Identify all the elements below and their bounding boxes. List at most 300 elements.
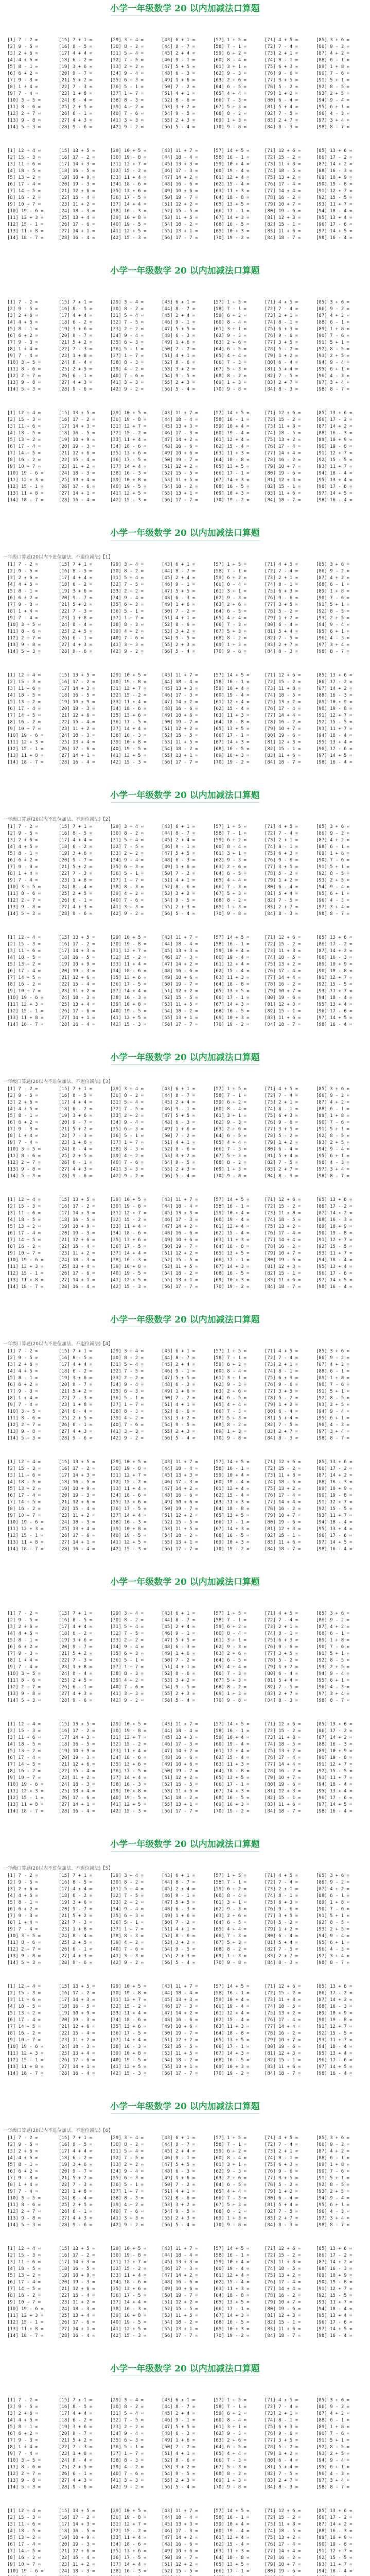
math-problem: [79] 1 + 2 = [265,1927,298,1932]
math-problem: [35] 6 + 3 = [110,2176,144,2181]
math-problem: [55] 2 + 3 = [162,2478,196,2483]
math-problem: [72] 7 - 4 = [265,307,298,312]
math-problem: [30] 19 - 8 = [110,2515,147,2520]
math-problem: [93] 2 + 5 = [316,1140,350,1145]
math-problem: [63] 2 + 6 = [213,865,247,870]
math-problem: [50] 7 - 2 = [162,1658,196,1663]
math-problem: [79] 1 + 2 = [265,353,298,359]
math-problem: [95] 13 + 4 = [316,740,353,745]
math-problem: [82] 7 - 5 = [265,2471,298,2477]
math-problem: [40] 7 - 6 = [110,1422,144,1428]
math-problem: [96] 4 - 3 = [316,898,350,903]
math-problem: [83] 11 + 6 = [265,1540,301,1545]
math-problem: [41] 3 + 3 = [110,2478,144,2483]
math-problem: [79] 10 + 7 = [265,1775,301,1781]
math-problem: [24] 18 - 3 = [59,995,95,1001]
math-problem: [44] 18 - 4 = [162,2253,198,2258]
math-problem: [38] 16 - 3 = [110,1258,147,1263]
math-problem: [29] 3 + 4 = [110,2398,144,2403]
math-problem: [93] 11 + 7 = [316,2562,353,2567]
math-problem: [88] 16 - 3 = [316,2004,353,2009]
math-problem: [59] 10 + 4 = [213,948,250,954]
math-problem: [61] 12 + 4 = [213,2273,250,2278]
math-problem: [55] 2 + 3 = [162,1429,196,1434]
math-problem: [31] 12 + 7 = [110,948,147,954]
math-problem: [19] 10 + 9 = [59,1486,95,1492]
math-problem: [97] 3 + 4 = [316,2216,350,2221]
math-problem: [44] 18 - 4 = [162,1991,198,1996]
math-problem: [58] 16 - 1 = [213,1728,250,1734]
math-problem: [19] 3 + 6 = [59,1900,93,1905]
math-problem: [24] 8 - 4 = [59,360,93,365]
math-problem: [78] 16 - 2 = [265,2031,301,2036]
math-problem: [76] 17 - 4 = [265,706,301,711]
math-problem: [78] 5 - 2 = [265,84,298,90]
math-problem: [93] 11 + 7 = [316,989,353,994]
math-problem: [8] 16 - 2 = [7,2031,41,2036]
math-problem: [24] 8 - 4 = [59,2196,93,2201]
math-problem: [42] 15 - 3 = [110,760,147,765]
math-problem: [91] 12 + 7 = [316,975,353,980]
math-problem: [55] 13 + 1 = [162,1540,198,1545]
math-problem: [71] 12 + 6 = [265,1460,301,1465]
math-problem: [71] 12 + 6 = [265,1984,301,1989]
math-problem: [92] 15 - 5 = [316,2031,353,2036]
math-problem: [21] 5 + 2 = [59,1389,93,1394]
math-problem: [66] 7 - 3 = [213,1409,247,1414]
math-problem: [4] 4 + 5 = [7,582,38,587]
math-problem: [63] 2 + 6 = [213,78,247,83]
math-problem: [32] 15 - 2 = [110,1742,147,1747]
math-problem: [2] 15 - 3 = [7,2253,41,2258]
math-problem: [50] 19 - 7 = [162,2555,198,2561]
math-problem: [91] 12 + 7 = [316,1238,353,1243]
math-problem: [4] 4 + 5 = [7,1107,38,1112]
problem-block [7,672,367,766]
math-problem: [6] 17 - 4 = [7,182,41,187]
math-problem: [46] 17 - 3 = [162,2004,198,2009]
math-problem: [35] 13 + 6 = [110,1238,147,1243]
math-problem: [32] 7 - 5 = [110,1107,144,1112]
math-problem: [39] 4 + 2 = [110,629,144,634]
math-problem: [30] 19 - 8 = [110,942,147,947]
math-problem: [52] 15 - 5 = [162,209,198,214]
math-problem: [47] 14 + 2 = [162,962,198,967]
math-problem: [39] 4 + 2 = [110,891,144,896]
math-problem: [77] 3 + 5 = [265,1651,298,1656]
math-problem: [58] 16 - 1 = [213,942,250,947]
math-problem: [35] 6 + 3 = [110,1127,144,1132]
math-problem: [68] 16 - 5 = [213,2320,250,2325]
math-problem: [47] 5 + 5 = [162,2162,196,2167]
math-problem: [8] 1 + 4 = [7,1920,38,1925]
math-problem: [31] 12 + 7 = [110,2522,147,2527]
math-problem: [21] 5 + 2 = [59,1651,93,1656]
math-problem: [35] 13 + 6 = [110,2549,147,2554]
math-problem: [8] 16 - 2 = [7,2555,41,2561]
math-problem: [16] 17 - 2 = [59,1466,95,1471]
math-problem: [57] 14 + 5 = [213,148,250,154]
math-problem: [42] 15 - 3 = [110,2071,147,2076]
math-problem: [63] 2 + 6 = [213,1651,247,1656]
math-problem: [3] 11 + 6 = [7,2522,41,2527]
math-problem: [38] 8 - 3 = [110,2458,144,2463]
math-problem: [80] 6 - 4 = [265,1409,298,1414]
math-problem: [14] 5 + 3 = [7,2223,41,2228]
math-problem: [27] 4 + 3 = [59,380,93,385]
math-problem: [83] 11 + 6 = [265,1802,301,1807]
math-problem: [89] 10 + 9 = [316,437,353,443]
math-problem: [29] 3 + 4 = [110,38,144,43]
math-problem: [81] 5 + 4 = [265,367,298,372]
math-problem: [83] 11 + 6 = [265,753,301,758]
math-problem: [11] 12 + 3 = [7,1002,44,1007]
math-problem: [37] 14 + 4 = [110,726,147,732]
math-problem: [7] 14 + 5 = [7,713,41,718]
math-problem: [6] 6 + 2 = [7,1120,38,1125]
math-problem: [30] 8 - 2 = [110,307,144,312]
math-problem: [72] 7 - 4 = [265,44,298,49]
math-problem: [37] 1 + 7 = [110,2451,144,2456]
math-problem: [55] 13 + 1 = [162,753,198,758]
math-problem: [58] 16 - 1 = [213,1466,250,1471]
math-problem: [39] 10 + 8 = [110,1789,147,1794]
math-problem: [91] 5 + 1 = [316,1127,350,1132]
math-problem: [28] 9 - 6 = [59,1174,93,1179]
math-problem: [95] 13 + 4 = [316,1002,353,1007]
math-problem: [51] 4 + 1 = [162,1665,196,1670]
math-problem: [31] 5 + 4 = [110,2411,144,2416]
math-problem: [71] 12 + 6 = [265,2246,301,2251]
math-problem: [15] 13 + 5 = [59,2246,95,2251]
math-problem: [15] 7 + 1 = [59,38,93,43]
math-problem: [97] 14 + 5 = [316,2064,353,2070]
math-problem: [51] 12 + 2 = [162,726,198,732]
math-problem: [29] 3 + 4 = [110,1611,144,1616]
math-problem: [32] 15 - 2 = [110,955,147,960]
math-problem: [62] 9 - 3 = [213,2169,247,2174]
math-problem: [59] 6 + 2 = [213,1624,247,1630]
math-problem: [88] 6 - 1 = [316,844,350,850]
math-problem: [29] 10 + 5 = [110,673,147,678]
math-problem: [23] 11 + 2 = [59,726,95,732]
math-problem: [97] 14 + 5 = [316,2327,353,2332]
math-problem: [81] 12 + 3 = [265,1002,301,1007]
math-problem: [90] 7 - 6 = [316,596,350,601]
math-problem: [1] 12 + 4 = [7,411,41,416]
math-problem: [12] 15 - 1 = [7,2058,44,2063]
math-problem: [33] 2 + 2 = [110,1113,144,1118]
math-problem: [33] 11 + 4 = [110,175,147,180]
math-problem: [32] 7 - 5 = [110,320,144,325]
math-problem: [94] 18 - 4 = [316,995,353,1001]
math-problem: [18] 16 - 5 = [59,168,95,174]
math-problem: [87] 14 + 2 = [316,1997,353,2003]
math-problem: [27] 14 + 1 = [59,1540,95,1545]
math-problem: [87] 4 + 2 = [316,1362,350,1367]
math-problem: [22] 7 - 3 = [59,84,93,90]
math-problem: [84] 8 - 3 = [265,1698,298,1703]
math-problem: [75] 13 + 2 = [265,1224,301,1229]
math-problem: [19] 3 + 6 = [59,1638,93,1643]
math-problem: [89] 10 + 9 = [316,2273,353,2278]
math-problem: [27] 14 + 1 = [59,1802,95,1807]
math-problem: [76] 9 - 6 = [265,333,298,338]
math-problem: [51] 12 + 2 = [162,2038,198,2043]
math-problem: [52] 8 - 6 = [162,885,196,890]
math-problem: [53] 11 + 5 = [162,2313,198,2318]
math-problem: [71] 12 + 6 = [265,673,301,678]
math-problem: [81] 12 + 3 = [265,1264,301,1269]
math-problem: [72] 7 - 4 = [265,1093,298,1098]
math-problem: [24] 8 - 4 = [59,1409,93,1414]
math-problem: [95] 6 + 1 = [316,105,350,110]
math-problem: [11] 12 + 3 = [7,1789,44,1794]
math-problem: [70] 19 - 2 = [213,760,250,765]
math-problem: [12] 2 + 7 = [7,636,41,641]
math-problem: [25] 2 + 5 = [59,1940,93,1945]
math-problem: [18] 6 - 2 = [59,320,93,325]
math-problem: [17] 4 + 4 = [59,313,93,318]
math-problem: [39] 10 + 8 = [110,2313,147,2318]
math-problem: [6] 17 - 4 = [7,1231,41,1236]
math-problem: [44] 18 - 4 = [162,417,198,422]
math-problem: [15] 13 + 5 = [59,2509,95,2514]
math-problem: [90] 19 - 8 = [316,706,353,711]
math-problem: [94] 18 - 4 = [316,1258,353,1263]
math-problem: [84] 8 - 3 = [265,1436,298,1441]
math-problem: [94] 9 - 4 = [316,1147,350,1152]
math-problem: [46] 9 - 1 = [162,2418,196,2423]
math-problem: [74] 8 - 1 = [265,2418,298,2423]
math-problem: [32] 15 - 2 = [110,1217,147,1223]
math-problem: [94] 9 - 4 = [316,622,350,628]
math-problem: [96] 17 - 6 = [316,222,353,227]
math-problem: [50] 19 - 7 = [162,720,198,725]
math-problem: [87] 14 + 2 = [316,1735,353,1740]
math-problem: [71] 12 + 6 = [265,1722,301,1727]
math-problem: [16] 8 - 5 = [59,1618,93,1623]
math-problem: [35] 13 + 6 = [110,1500,147,1505]
math-problem: [86] 17 - 2 = [316,2515,353,2520]
math-problem: [4] 18 - 5 = [7,1742,41,1747]
math-problem: [58] 16 - 1 = [213,2515,250,2520]
math-problem: [3] 2 + 6 = [7,1100,38,1105]
math-problem: [47] 5 + 5 = [162,1113,196,1118]
math-problem: [57] 1 + 5 = [213,1873,247,1878]
math-problem: [38] 8 - 3 = [110,622,144,628]
math-problem: [79] 10 + 7 = [265,1251,301,1256]
math-problem: [60] 8 - 4 = [213,582,247,587]
math-problem: [51] 12 + 2 = [162,1513,198,1518]
math-problem: [56] 5 - 4 = [162,1436,196,1441]
math-problem: [32] 7 - 5 = [110,844,144,850]
sheet-title [0,1838,370,1851]
math-problem: [49] 1 + 6 = [162,1913,196,1919]
math-problem: [36] 5 - 1 = [110,1658,144,1663]
math-problem: [87] 4 + 2 = [316,1887,350,1892]
math-problem: [10] 19 - 6 = [7,1520,44,1525]
math-problem: [57] 1 + 5 = [213,300,247,305]
math-problem: [17] 14 + 3 = [59,1211,95,1216]
math-problem: [59] 6 + 2 = [213,2411,247,2416]
math-problem: [66] 7 - 3 = [213,1934,247,1939]
math-problem: [5] 8 - 1 = [7,1113,38,1118]
math-problem: [72] 15 - 2 = [265,680,301,685]
math-problem: [10] 3 + 5 = [7,98,41,103]
math-problem: [80] 19 - 6 = [265,1258,301,1263]
math-problem: [23] 11 + 2 = [59,1513,95,1518]
math-problem: [41] 3 + 3 = [110,1954,144,1959]
math-problem: [26] 17 - 6 = [59,222,95,227]
math-problem: [6] 6 + 2 = [7,858,38,863]
math-problem: [68] 16 - 5 = [213,1533,250,1538]
math-problem: [24] 8 - 4 = [59,98,93,103]
math-problem: [4] 4 + 5 = [7,1893,38,1899]
math-problem: [26] 6 - 1 = [59,1685,93,1690]
math-problem: [74] 18 - 5 = [265,431,301,436]
math-problem: [59] 10 + 4 = [213,1997,250,2003]
math-problem: [8] 16 - 2 = [7,457,41,463]
math-problem: [30] 8 - 2 = [110,1618,144,1623]
math-problem: [63] 11 + 3 = [213,975,250,980]
math-problem: [9] 7 - 4 = [7,1665,38,1670]
math-problem: [27] 14 + 1 = [59,491,95,496]
math-problem: [61] 3 + 1 = [213,589,247,594]
math-problem: [27] 4 + 3 = [59,642,93,648]
math-problem: [78] 5 - 2 = [265,1133,298,1139]
math-problem: [54] 18 - 2 = [162,1533,198,1538]
math-problem: [49] 1 + 6 = [162,340,196,345]
math-problem: [20] 9 - 7 = [59,2169,93,2174]
math-problem: [66] 17 - 1 = [213,1520,250,1525]
math-problem: [70] 19 - 2 = [213,2071,250,2076]
math-problem: [91] 5 + 1 = [316,865,350,870]
math-problem: [43] 11 + 7 = [162,1460,198,1465]
math-problem: [77] 3 + 5 = [265,602,298,607]
math-problem: [97] 3 + 4 = [316,905,350,910]
math-problem: [64] 18 - 8 = [213,1769,250,1774]
math-problem: [56] 17 - 7 = [162,498,198,503]
math-problem: [75] 13 + 2 = [265,1486,301,1492]
math-problem: [19] 3 + 6 = [59,589,93,594]
math-problem: [89] 10 + 9 = [316,175,353,180]
math-problem: [9] 10 + 7 = [7,1513,41,1518]
math-problem: [65] 4 + 4 = [213,2451,247,2456]
math-problem: [92] 15 - 5 = [316,1506,353,1512]
math-problem: [38] 16 - 3 = [110,209,147,214]
math-problem: [58] 7 - 1 = [213,2142,247,2147]
math-problem: [77] 14 + 4 = [265,189,301,194]
math-problem: [13] 9 - 8 = [7,1954,41,1959]
math-problem: [26] 6 - 1 = [59,1422,93,1428]
math-problem: [59] 6 + 2 = [213,313,247,318]
math-problem: [82] 7 - 5 = [265,1422,298,1428]
math-problem: [34] 18 - 6 = [110,444,147,449]
math-problem: [55] 2 + 3 = [162,1691,196,1697]
math-problem: [11] 8 - 6 = [7,367,41,372]
math-problem: [63] 2 + 6 = [213,1127,247,1132]
math-problem: [84] 18 - 7 = [265,2071,301,2076]
math-problem: [13] 9 - 8 = [7,380,41,385]
math-problem: [1] 7 - 2 = [7,2136,38,2141]
math-problem: [85] 13 + 6 = [316,935,353,940]
math-problem: [47] 14 + 2 = [162,175,198,180]
math-problem: [55] 13 + 1 = [162,1015,198,1021]
math-problem: [72] 15 - 2 = [265,942,301,947]
math-problem: [48] 16 - 6 = [162,969,198,974]
math-problem: [49] 1 + 6 = [162,1389,196,1394]
math-problem: [17] 4 + 4 = [59,1100,93,1105]
math-problem: [23] 11 + 2 = [59,2300,95,2305]
math-problem: [32] 7 - 5 = [110,1369,144,1374]
math-problem: [39] 10 + 8 = [110,2051,147,2056]
math-problem: [50] 7 - 2 = [162,871,196,876]
math-problem: [54] 9 - 5 = [162,636,196,641]
math-problem: [77] 3 + 5 = [265,1913,298,1919]
math-problem: [87] 14 + 2 = [316,2522,353,2527]
math-problem: [41] 12 + 5 = [110,1278,147,1283]
math-problem: [59] 10 + 4 = [213,424,250,429]
math-problem: [78] 16 - 2 = [265,2555,301,2561]
math-problem: [87] 14 + 2 = [316,948,353,954]
math-problem: [18] 16 - 5 = [59,431,95,436]
problem-block [7,1086,367,1180]
math-problem: [54] 9 - 5 = [162,111,196,116]
math-problem: [73] 2 + 1 = [265,838,298,843]
math-problem: [17] 4 + 4 = [59,2411,93,2416]
math-problem: [90] 7 - 6 = [316,2431,350,2436]
math-problem: [72] 15 - 2 = [265,417,301,422]
math-problem: [67] 5 + 3 = [213,1416,247,1421]
math-problem: [38] 16 - 3 = [110,2569,147,2574]
math-problem: [17] 14 + 3 = [59,424,95,429]
math-problem: [58] 7 - 1 = [213,569,247,574]
math-problem: [68] 8 - 2 = [213,1160,247,1165]
math-problem: [79] 1 + 2 = [265,2451,298,2456]
math-problem: [50] 7 - 2 = [162,84,196,90]
math-problem: [33] 11 + 4 = [110,1486,147,1492]
math-problem: [83] 2 + 7 = [265,1429,298,1434]
math-problem: [52] 15 - 5 = [162,1782,198,1787]
math-problem: [35] 6 + 3 = [110,865,144,870]
math-problem: [92] 8 - 5 = [316,1396,350,1401]
math-problem: [66] 17 - 1 = [213,471,250,476]
math-problem: [96] 4 - 3 = [316,636,350,641]
math-problem: [65] 4 + 4 = [213,1665,247,1670]
math-problem: [60] 19 - 4 = [213,168,250,174]
math-problem: [46] 9 - 1 = [162,1631,196,1636]
math-problem: [36] 17 - 5 = [110,1244,147,1249]
math-problem: [82] 7 - 5 = [265,898,298,903]
math-problem: [64] 6 - 5 = [213,2445,247,2450]
math-problem: [78] 16 - 2 = [265,982,301,987]
math-problem: [40] 7 - 6 = [110,374,144,379]
math-problem: [25] 2 + 5 = [59,2202,93,2208]
math-problem: [92] 15 - 5 = [316,2555,353,2561]
math-problem: [3] 2 + 6 = [7,1887,38,1892]
math-problem: [66] 7 - 3 = [213,2196,247,2201]
math-problem: [25] 13 + 4 = [59,478,95,483]
math-problem: [38] 8 - 3 = [110,1934,144,1939]
math-problem: [17] 14 + 3 = [59,1997,95,2003]
math-problem: [64] 18 - 8 = [213,982,250,987]
math-problem: [86] 17 - 2 = [316,680,353,685]
math-problem: [49] 1 + 6 = [162,865,196,870]
math-problem: [31] 5 + 4 = [110,1100,144,1105]
math-problem: [66] 7 - 3 = [213,885,247,890]
math-problem: [8] 16 - 2 = [7,1244,41,1249]
